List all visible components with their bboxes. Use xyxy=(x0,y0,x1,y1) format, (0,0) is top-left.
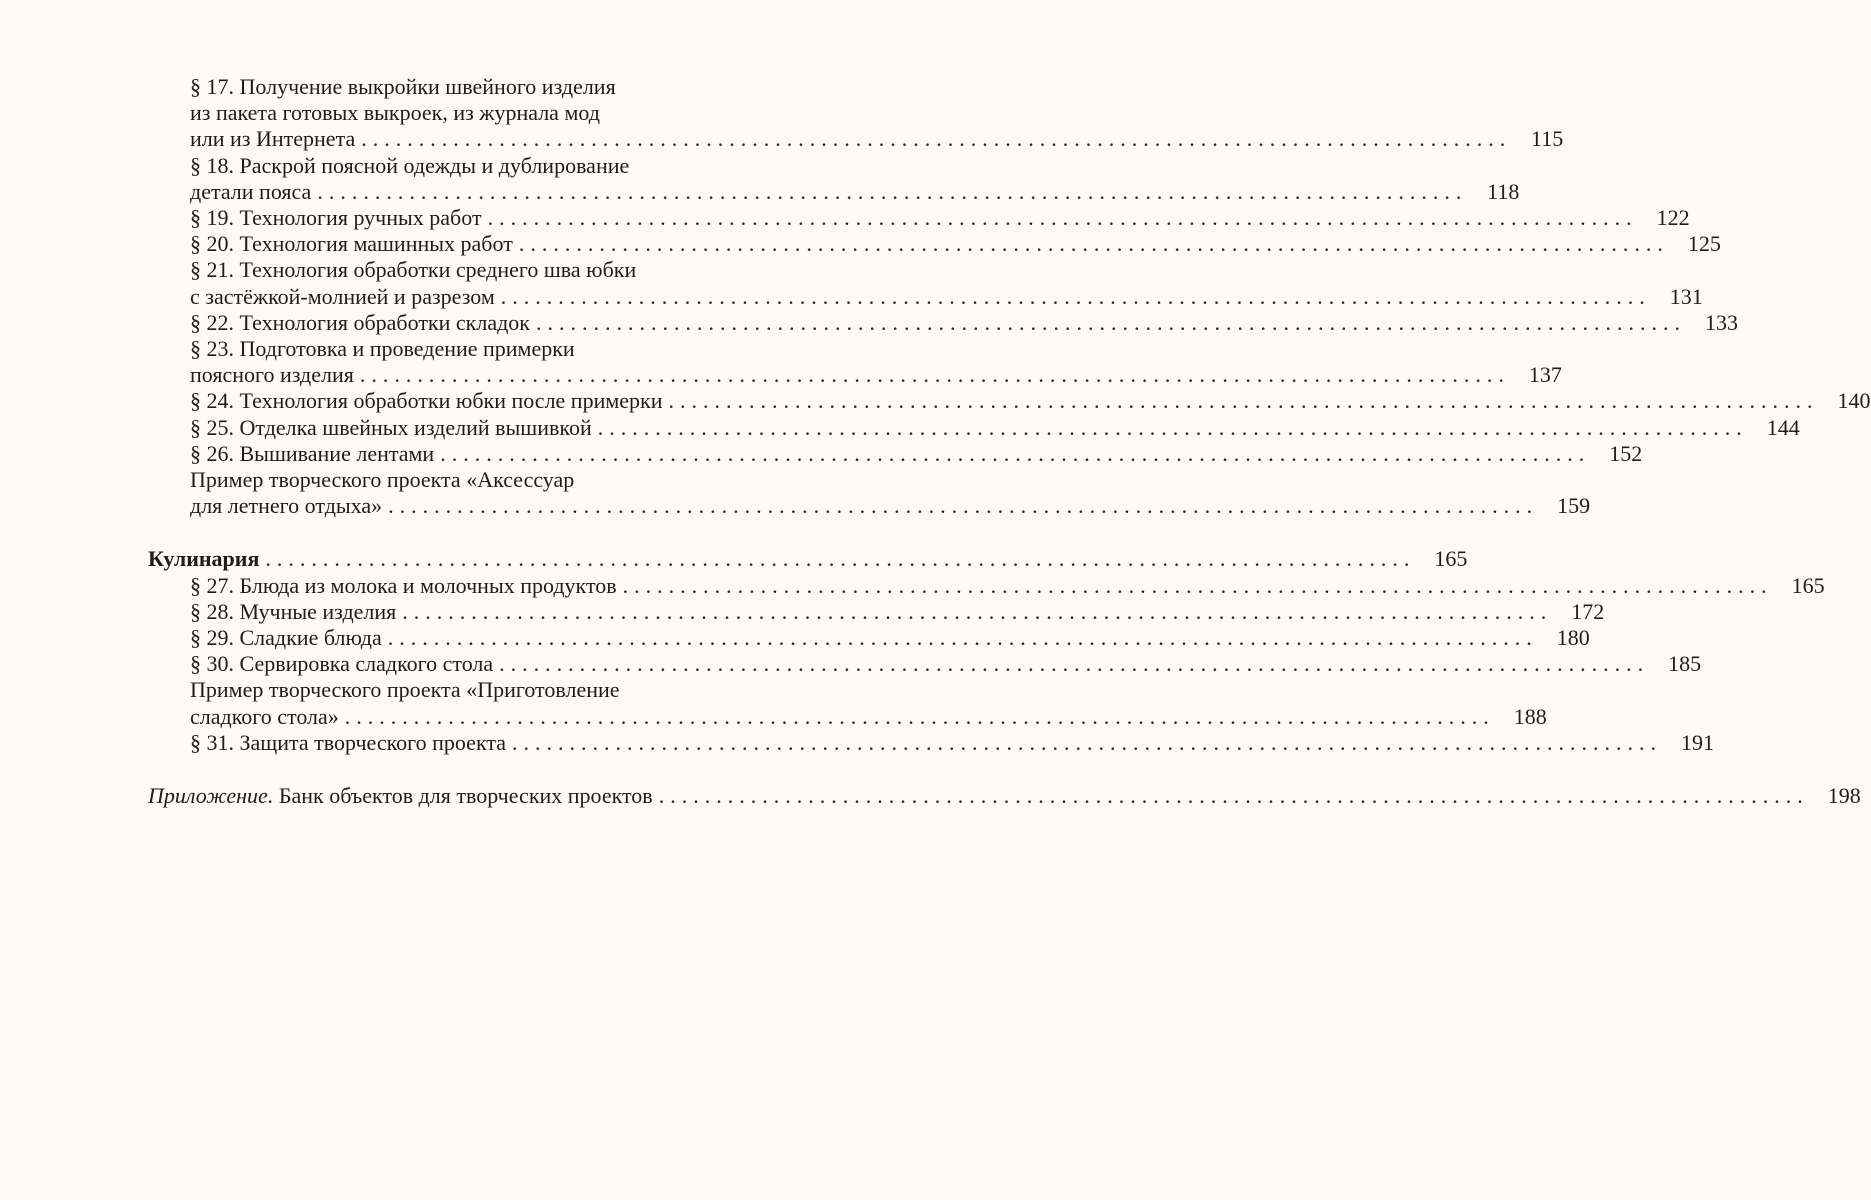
toc-entry-text: § 27. Блюда из молока и молочных продуктов xyxy=(190,572,617,598)
dot-leader: .................................................................................................... xyxy=(597,414,1748,440)
toc-entry-text: § 29. Сладкие блюда xyxy=(190,625,382,651)
toc-entry-line: Пример творческого проекта «Аксессуар xyxy=(190,467,575,493)
dot-leader: .................................................................................................... xyxy=(387,625,1538,651)
toc-entry-line: из пакета готовых выкроек, из журнала мод xyxy=(190,100,600,126)
toc-entry-example-project-1 xyxy=(148,467,1591,519)
dot-leader: .................................................................................................... xyxy=(622,572,1773,598)
page-number: 137 xyxy=(1528,362,1562,388)
toc-entry-21 xyxy=(148,257,1703,309)
toc-entry-line: Пример творческого проекта «Приготовление xyxy=(190,677,620,703)
page-number: 165 xyxy=(1434,546,1468,572)
appendix-label: Приложение. xyxy=(148,783,274,809)
dot-leader: .................................................................................................... xyxy=(487,205,1638,231)
toc-entry-20 xyxy=(148,231,1721,257)
toc-appendix xyxy=(148,783,1861,809)
toc-entry-19 xyxy=(148,205,1690,231)
page-number: 152 xyxy=(1609,440,1643,466)
toc-entry-text xyxy=(148,783,653,809)
page-number: 133 xyxy=(1704,309,1738,335)
dot-leader: .................................................................................................... xyxy=(388,493,1539,519)
dot-leader: .................................................................................................... xyxy=(535,309,1686,335)
toc-entry-text: § 24. Технология обработки юбки после примерки xyxy=(190,388,663,414)
page-number: 159 xyxy=(1557,493,1591,519)
dot-leader: .................................................................................................... xyxy=(668,388,1819,414)
page-number: 172 xyxy=(1571,598,1605,624)
dot-leader: .................................................................................................... xyxy=(359,362,1510,388)
dot-leader: .................................................................................................... xyxy=(344,703,1495,729)
spacer xyxy=(148,756,858,783)
toc-entry-24 xyxy=(148,388,1871,414)
toc-entry-text: § 28. Мучные изделия xyxy=(190,598,397,624)
toc-entry-text: § 19. Технология ручных работ xyxy=(190,205,482,231)
dot-leader: .................................................................................................... xyxy=(500,283,1651,309)
page-number: 144 xyxy=(1766,414,1800,440)
page-number: 115 xyxy=(1531,126,1564,152)
toc-entry-31 xyxy=(148,729,1714,756)
toc-entry-25 xyxy=(148,414,1800,441)
page-number: 188 xyxy=(1513,703,1547,729)
dot-leader: .................................................................................................... xyxy=(658,783,1809,809)
toc-entry-22 xyxy=(148,309,1738,336)
dot-leader: .................................................................................................... xyxy=(512,729,1662,755)
dot-leader: .................................................................................................... xyxy=(499,651,1650,677)
toc-entry-line: § 23. Подготовка и проведение примерки xyxy=(190,336,575,362)
toc-entry-example-project-2 xyxy=(148,677,1547,729)
toc-entry-30 xyxy=(148,651,1702,677)
toc-entry-17 xyxy=(148,74,1564,153)
toc-entry-18 xyxy=(148,152,1520,205)
table-of-contents xyxy=(148,74,1871,809)
toc-entry-23 xyxy=(148,336,1562,388)
dot-leader: .................................................................................................... xyxy=(265,546,1416,572)
toc-entry-text: с застёжкой-молнией и разрезом xyxy=(190,283,495,309)
page-number: 185 xyxy=(1668,651,1702,677)
toc-entry-text: детали пояса xyxy=(190,178,312,204)
toc-entry-text: § 30. Сервировка сладкого стола xyxy=(190,651,494,677)
toc-entry-text: § 22. Технология обработки складок xyxy=(190,309,530,335)
toc-entry-text: или из Интернета xyxy=(190,126,356,152)
toc-entry-line: § 21. Технология обработки среднего шва юбки xyxy=(190,257,637,283)
toc-entry-text: сладкого стола» xyxy=(190,703,339,729)
dot-leader: .................................................................................................... xyxy=(317,178,1468,204)
toc-entry-text: поясного изделия xyxy=(190,362,354,388)
toc-section-cooking xyxy=(148,546,1468,572)
dot-leader: .................................................................................................... xyxy=(361,126,1512,152)
page-number: 131 xyxy=(1669,283,1703,309)
toc-entry-line: § 17. Получение выкройки швейного изделия xyxy=(190,74,616,99)
toc-entry-text: § 31. Защита творческого проекта xyxy=(190,729,506,755)
spacer xyxy=(148,519,858,546)
toc-entry-text: § 20. Технология машинных работ xyxy=(190,231,513,257)
toc-entry-text: § 26. Вышивание лентами xyxy=(190,440,435,466)
toc-entry-26 xyxy=(148,440,1643,467)
dot-leader: .................................................................................................... xyxy=(518,231,1669,257)
appendix-text: Банк объектов для творческих проектов xyxy=(278,783,653,809)
page-number: 122 xyxy=(1656,205,1690,231)
toc-entry-text: § 25. Отделка швейных изделий вышивкой xyxy=(190,414,592,440)
page-number: 191 xyxy=(1681,729,1714,755)
toc-entry-27 xyxy=(148,572,1825,599)
toc-entry-line: § 18. Раскрой поясной одежды и дублирование xyxy=(190,152,630,178)
page-number: 165 xyxy=(1791,572,1825,598)
dot-leader: .................................................................................................... xyxy=(402,598,1553,624)
page-number: 118 xyxy=(1487,178,1520,204)
page-number: 140 xyxy=(1837,388,1871,414)
page-number: 125 xyxy=(1687,231,1721,257)
page-number: 180 xyxy=(1556,625,1590,651)
toc-entry-28 xyxy=(148,598,1605,625)
toc-entry-text: для летнего отдыха» xyxy=(190,493,383,519)
dot-leader: .................................................................................................... xyxy=(440,440,1591,466)
section-title: Кулинария xyxy=(148,546,260,572)
toc-entry-29 xyxy=(148,625,1590,651)
page-number: 198 xyxy=(1827,783,1861,809)
